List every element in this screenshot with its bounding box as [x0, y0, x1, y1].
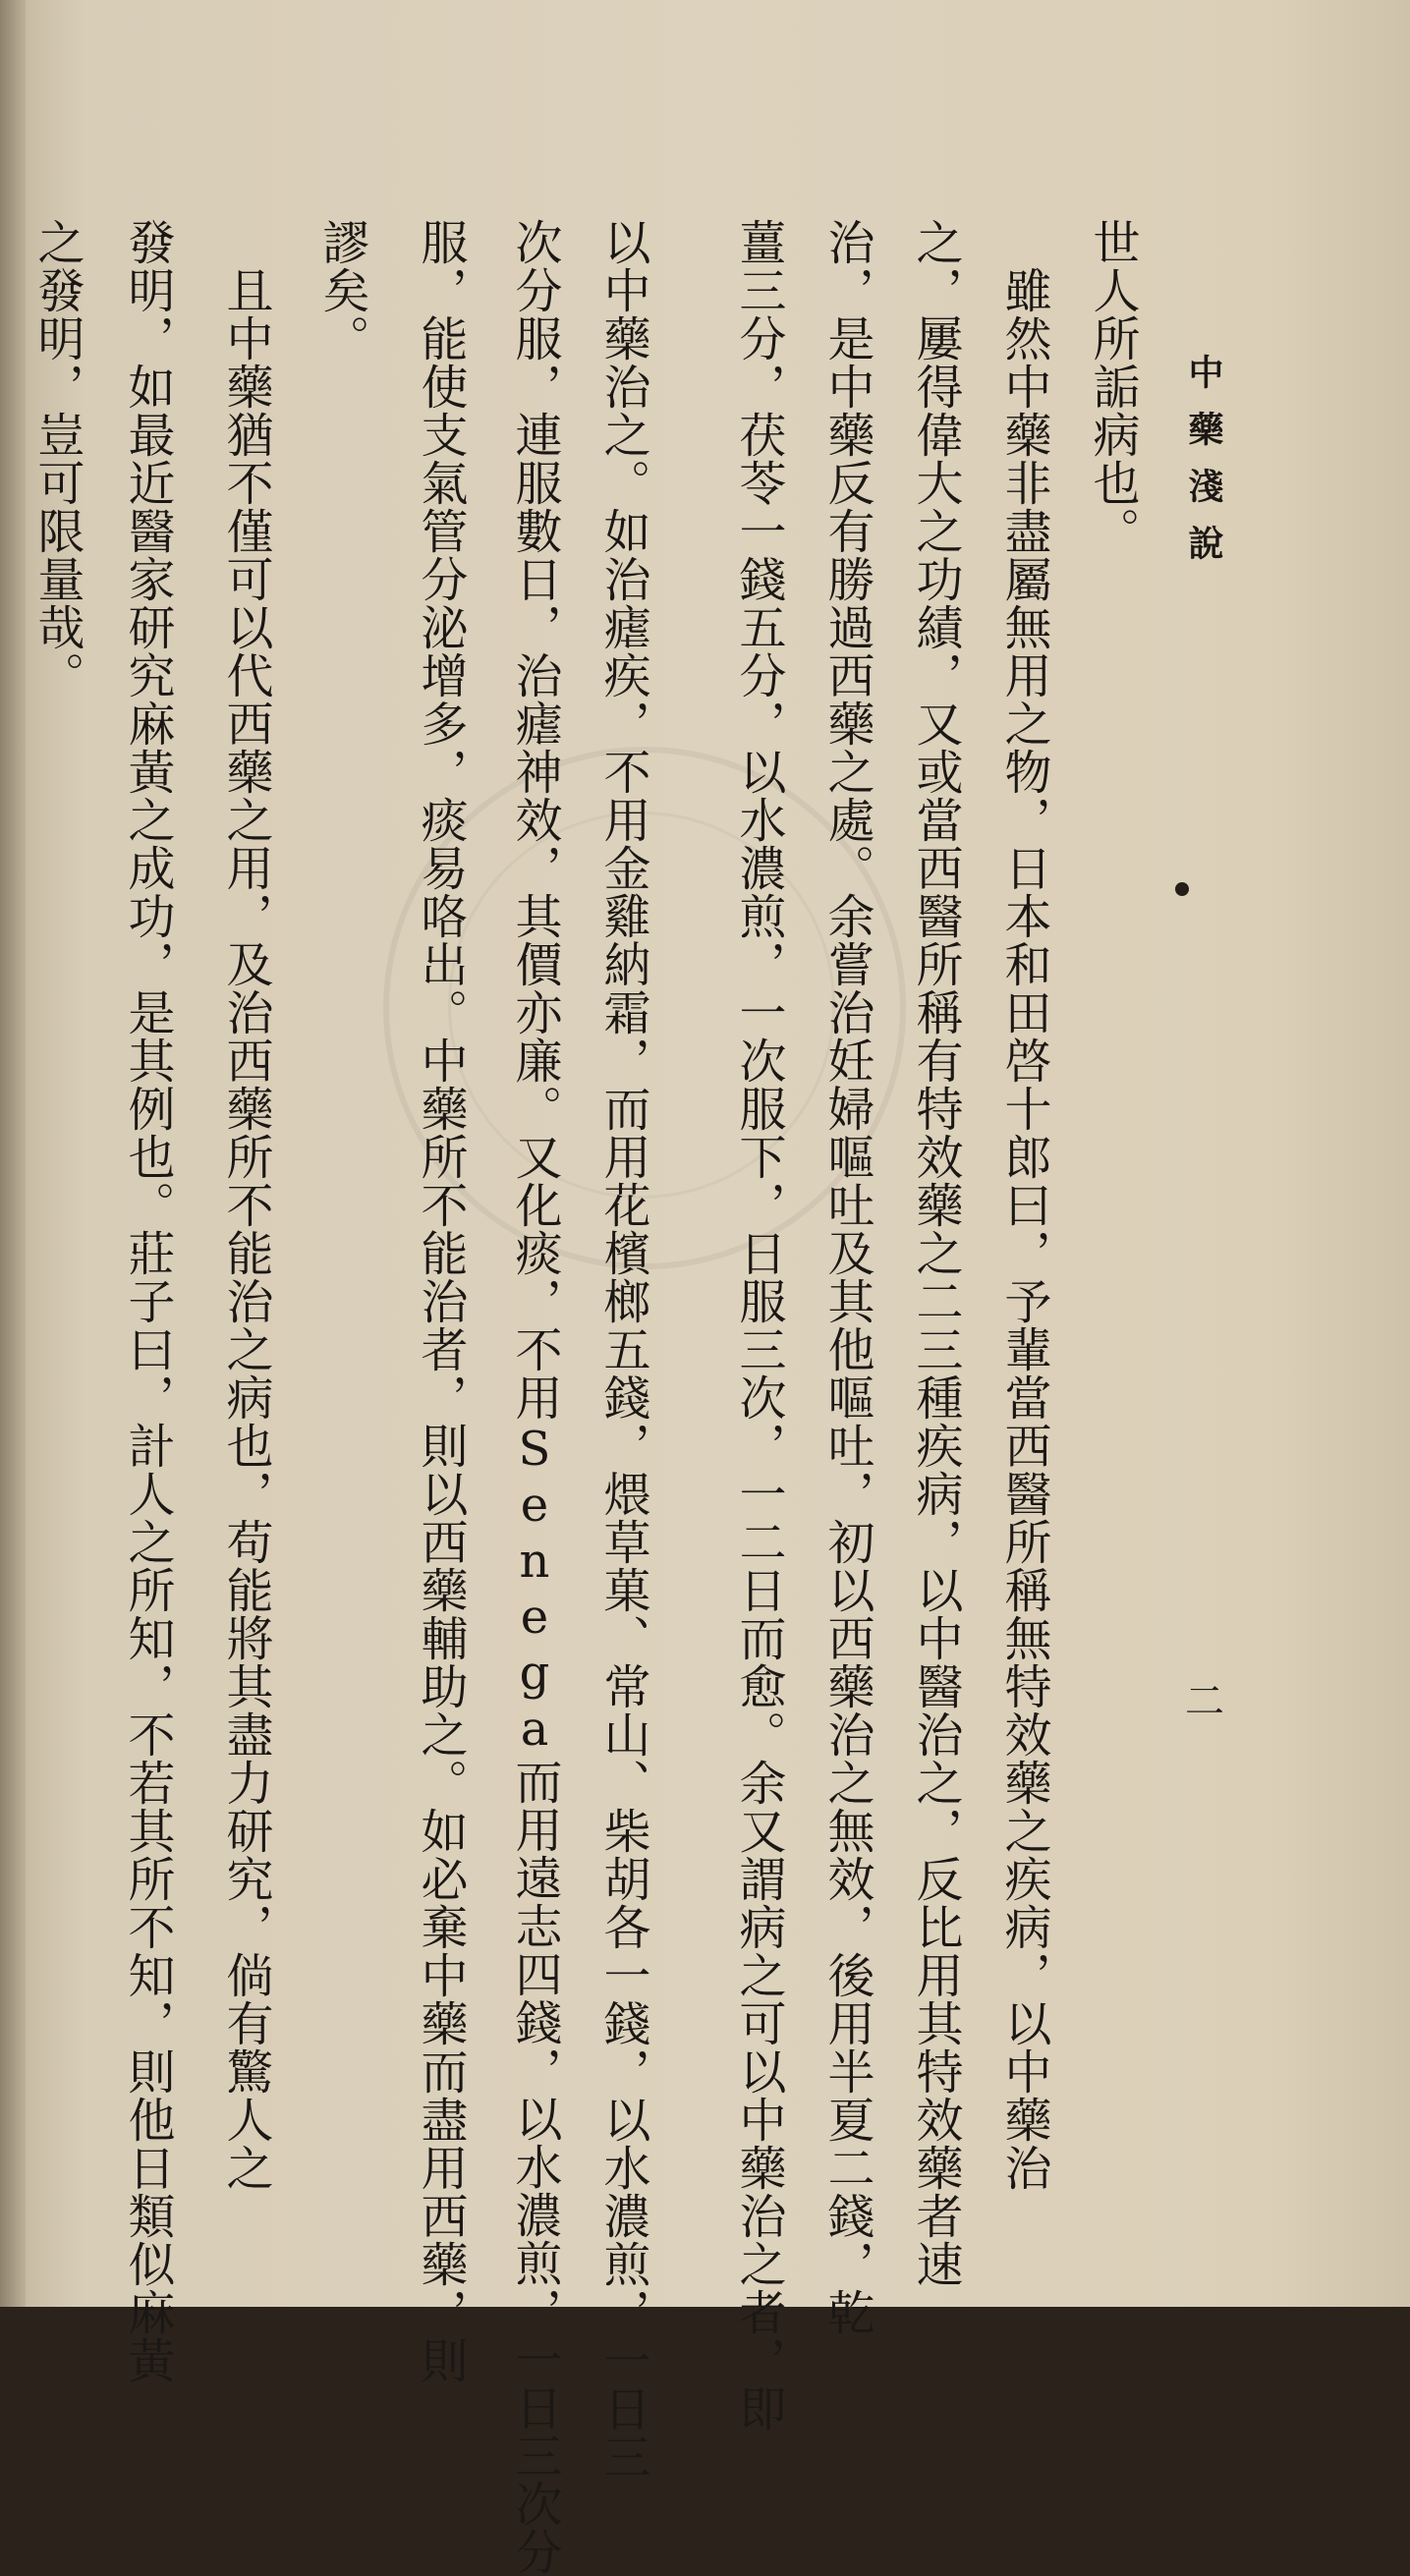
book-spine — [0, 0, 26, 2307]
text-column-2: 雖然中藥非盡屬無用之物，日本和田啓十郎曰，予輩當西醫所稱無特效藥之疾病，以中藥治 — [996, 218, 1051, 2192]
text-column-4: 治，是中藥反有勝過西藥之處。余嘗治妊婦嘔吐及其他嘔吐，初以西藥治之無效，後用半夏二錢，乾 — [819, 218, 874, 2336]
text-column-8: 服，能使支氣管分泌增多，痰易咯出。中藥所不能治者，則以西藥輔助之。如必棄中藥而盡用西藥，則 — [413, 218, 468, 2384]
text-column-11: 發明，如最近醫家研究麻黃之成功，是其例也。莊子曰，計人之所知，不若其所不知，則他日類似麻黃 — [120, 218, 175, 2384]
text-column-3: 之，屢得偉大之功績，又或當西醫所稱有特效藥之二三種疾病，以中醫治之，反比用其特效藥者速 — [908, 218, 963, 2288]
text-column-9: 謬矣。 — [314, 218, 369, 363]
ink-dot — [1175, 882, 1189, 896]
text-column-12: 之發明，豈可限量哉。 — [29, 218, 85, 700]
text-column-10: 且中藥猶不僅可以代西藥之用，及治西藥所不能治之病也，苟能將其盡力研究，倘有驚人之 — [218, 218, 273, 2192]
text-column-6: 以中藥治之。如治瘧疾，不用金雞納霜，而用花檳榔五錢，煨草菓、常山、柴胡各一錢，以水濃煎，一日三 — [595, 218, 650, 2481]
text-column-7: 次分服，連服數日，治瘧神效，其價亦廉。又化痰，不用Senega而用遠志四錢，以水濃煎，一日三次分 — [507, 218, 562, 2576]
text-column-5: 薑三分，茯苓一錢五分，以水濃煎，一次服下，日服三次，一二日而愈。余又謂病之可以中藥治之者，即 — [731, 218, 786, 2433]
page-number: 二 — [1185, 1679, 1224, 1724]
running-header-title: 中藥淺說 — [1183, 354, 1224, 582]
text-column-1: 世人所詬病也。 — [1085, 218, 1140, 555]
